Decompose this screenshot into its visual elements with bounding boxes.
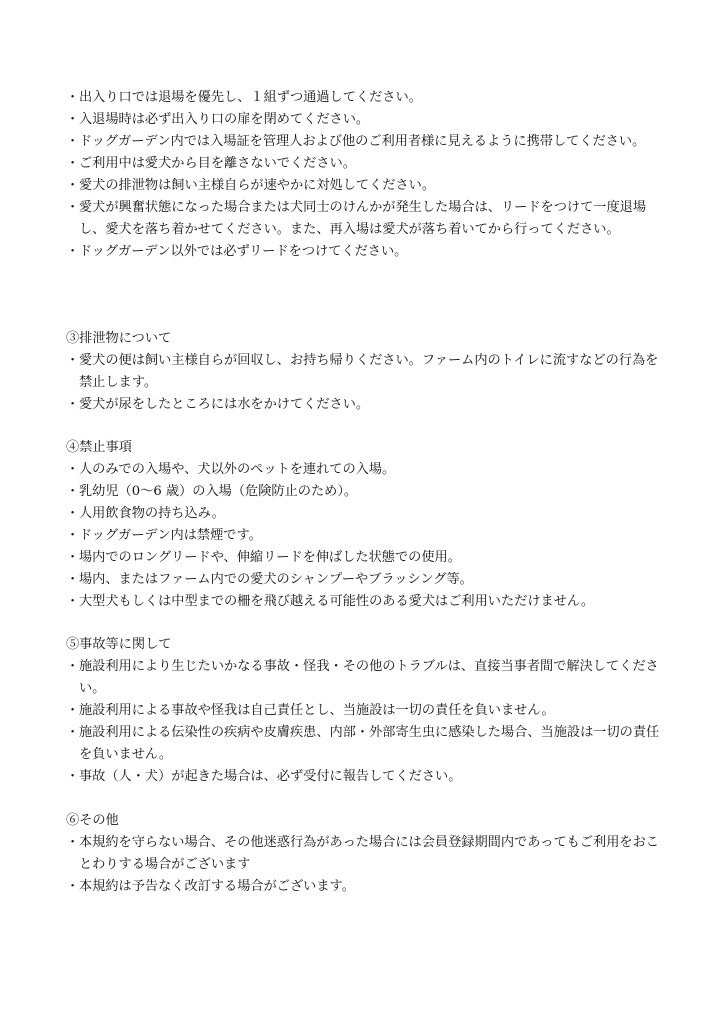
section-heading: ④禁止事項: [66, 440, 132, 455]
list-item: ・ 出入り口では退場を優先し、１組ずつ通過してください。: [66, 87, 666, 109]
list-item: ・ ドッグガーデン以外では必ずリードをつけてください。: [66, 241, 666, 263]
section-heading: ③排泄物について: [66, 331, 172, 346]
bullet: ・: [66, 112, 80, 127]
bullet: ・: [66, 769, 80, 784]
list-item: ・ ドッグガーデン内では入場証を管理人および他のご利用者様に見えるように携帯してください。: [66, 131, 666, 153]
section-excrement: [66, 328, 666, 416]
bullet: ・: [66, 703, 80, 718]
list-item: ・ 事故（人・犬）が起きた場合は、必ず受付に報告してください。: [66, 766, 666, 788]
list-item: ・ ドッグガーデン内は禁煙です。: [66, 525, 666, 547]
list-item: ・ 大型犬もしくは中型までの柵を飛び越える可能性のある愛犬はご利用いただけません。: [66, 591, 666, 613]
bullet: ・: [66, 462, 80, 477]
list-item: ・ 愛犬の排泄物は飼い主様自らが速やかに対処してください。: [66, 175, 666, 197]
bullet: ・: [66, 134, 80, 149]
bullet: ・: [66, 550, 80, 565]
list-item: ・ 施設利用により生じたいかなる事故・怪我・その他のトラブルは、直接当事者間で解決してください。: [66, 656, 666, 700]
section-general: [66, 87, 666, 263]
bullet: ・: [66, 178, 80, 193]
bullet: ・: [66, 835, 80, 850]
list-item: ・ 乳幼児（0～6 歳）の入場（危険防止のため）。: [66, 481, 666, 503]
bullet: ・: [66, 244, 80, 259]
bullet: ・: [66, 879, 80, 894]
list-item: ・ 人用飲食物の持ち込み。: [66, 503, 666, 525]
bullet: ・: [66, 156, 80, 171]
list-item: ・ 愛犬が興奮状態になった場合または犬同士のけんかが発生した場合は、リードをつけて一度退場し、愛犬を落ち着かせてください。また、再入場は愛犬が落ち着いてから行ってください。: [66, 197, 666, 241]
list-item: ・ 入退場時は必ず出入り口の扉を閉めてください。: [66, 109, 666, 131]
list-item: ・ 施設利用による伝染性の疾病や皮膚疾患、内部・外部寄生虫に感染した場合、当施設は一切の責任を負いません。: [66, 722, 666, 766]
bullet: ・: [66, 659, 80, 674]
bullet: ・: [66, 484, 80, 499]
section-prohibited: [66, 437, 666, 613]
section-accidents: [66, 634, 666, 788]
list-item: ・ ご利用中は愛犬から目を離さないでください。: [66, 153, 666, 175]
list-item: ・ 施設利用による事故や怪我は自己責任とし、当施設は一切の責任を負いません。: [66, 700, 666, 722]
list-item: ・ 愛犬の便は飼い主様自らが回収し、お持ち帰りください。ファーム内のトイレに流すなどの行為を禁止します。: [66, 350, 666, 394]
list-item: ・ 場内、またはファーム内での愛犬のシャンプーやブラッシング等。: [66, 569, 666, 591]
section-heading: ⑤事故等に関して: [66, 637, 172, 652]
bullet: ・: [66, 506, 80, 521]
list-item: ・ 本規約を守らない場合、その他迷惑行為があった場合には会員登録期間内であってもご利用をおことわりする場合がございます: [66, 832, 666, 876]
bullet: ・: [66, 594, 80, 609]
list-item: ・ 愛犬が尿をしたところには水をかけてください。: [66, 394, 666, 416]
section-heading: ⑥その他: [66, 813, 119, 828]
bullet: ・: [66, 397, 80, 412]
list-item: ・ 本規約は予告なく改訂する場合がございます。: [66, 876, 666, 898]
bullet: ・: [66, 725, 80, 740]
bullet: ・: [66, 572, 80, 587]
bullet: ・: [66, 353, 80, 368]
list-item: ・ 人のみでの入場や、犬以外のペットを連れての入場。: [66, 459, 666, 481]
list-item: ・ 場内でのロングリードや、伸縮リードを伸ばした状態での使用。: [66, 547, 666, 569]
bullet: ・: [66, 90, 80, 105]
bullet: ・: [66, 528, 80, 543]
bullet: ・: [66, 200, 80, 215]
section-other: [66, 810, 666, 898]
